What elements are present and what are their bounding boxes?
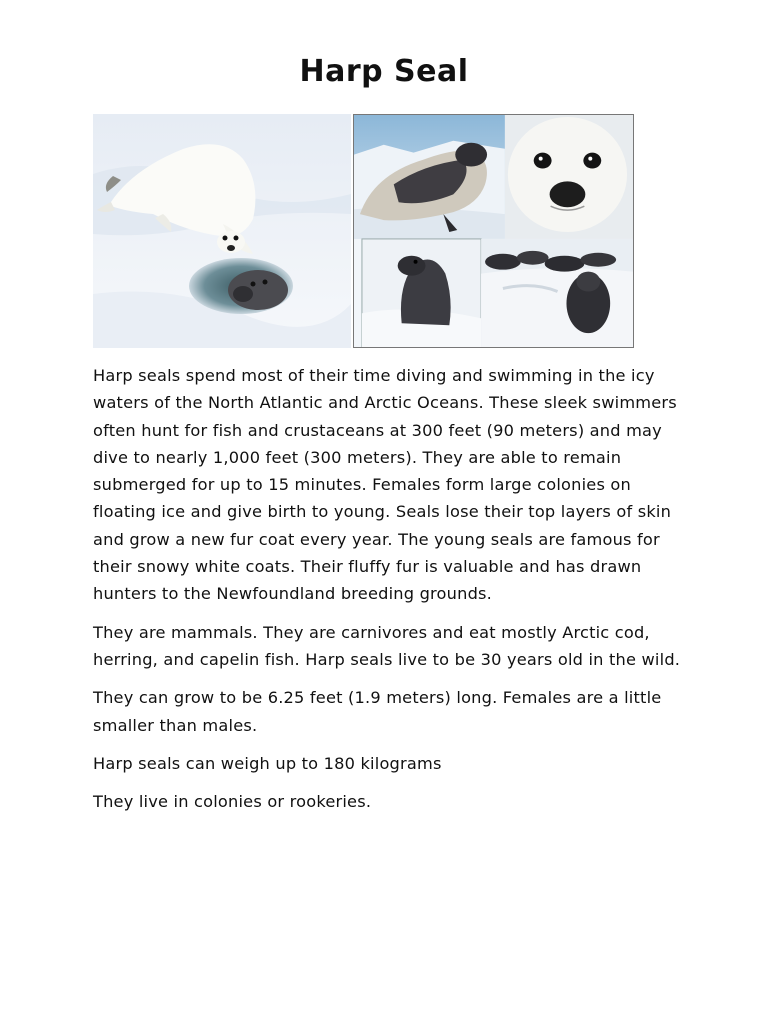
paragraph-weight: Harp seals can weigh up to 180 kilograms — [93, 753, 442, 773]
pup-on-ice-illustration — [93, 114, 351, 348]
paragraph-diet-and-lifespan: They are mammals. They are carnivores and eat mostly Arctic cod, herring, and capelin fish. Harp seals live to be 30 years old in the wild. — [93, 622, 681, 669]
seal-collage-illustration — [354, 115, 633, 347]
paragraph-diving-and-breeding: Harp seals spend most of their time diving and swimming in the icy waters of the North Atlantic and Arctic Oceans. These sleek swimmers often hunt for fish and crustaceans at 300 feet (90 meters) and may dive to nearly 1,000 feet (300 meters). They are able to remain submerged for up to 15 minutes. Females form large colonies on floating ice and give birth to young. Seals lose their top layers of skin and grow a new fur coat every year. The young seals are famous for their snowy white coats. Their fluffy fur is valuable and has drawn hunters to the Newfoundland breeding grounds. — [93, 366, 677, 604]
photo-pup-and-breathing-hole — [93, 114, 351, 348]
paragraph-colonies: They live in colonies or rookeries. — [93, 792, 372, 812]
article-body — [93, 362, 683, 826]
photo-collage-harp-seals — [353, 114, 634, 348]
paragraph-size: They can grow to be 6.25 feet (1.9 meters) long. Females are a little smaller than males. — [93, 688, 662, 735]
page-title: Harp Seal — [299, 54, 469, 89]
